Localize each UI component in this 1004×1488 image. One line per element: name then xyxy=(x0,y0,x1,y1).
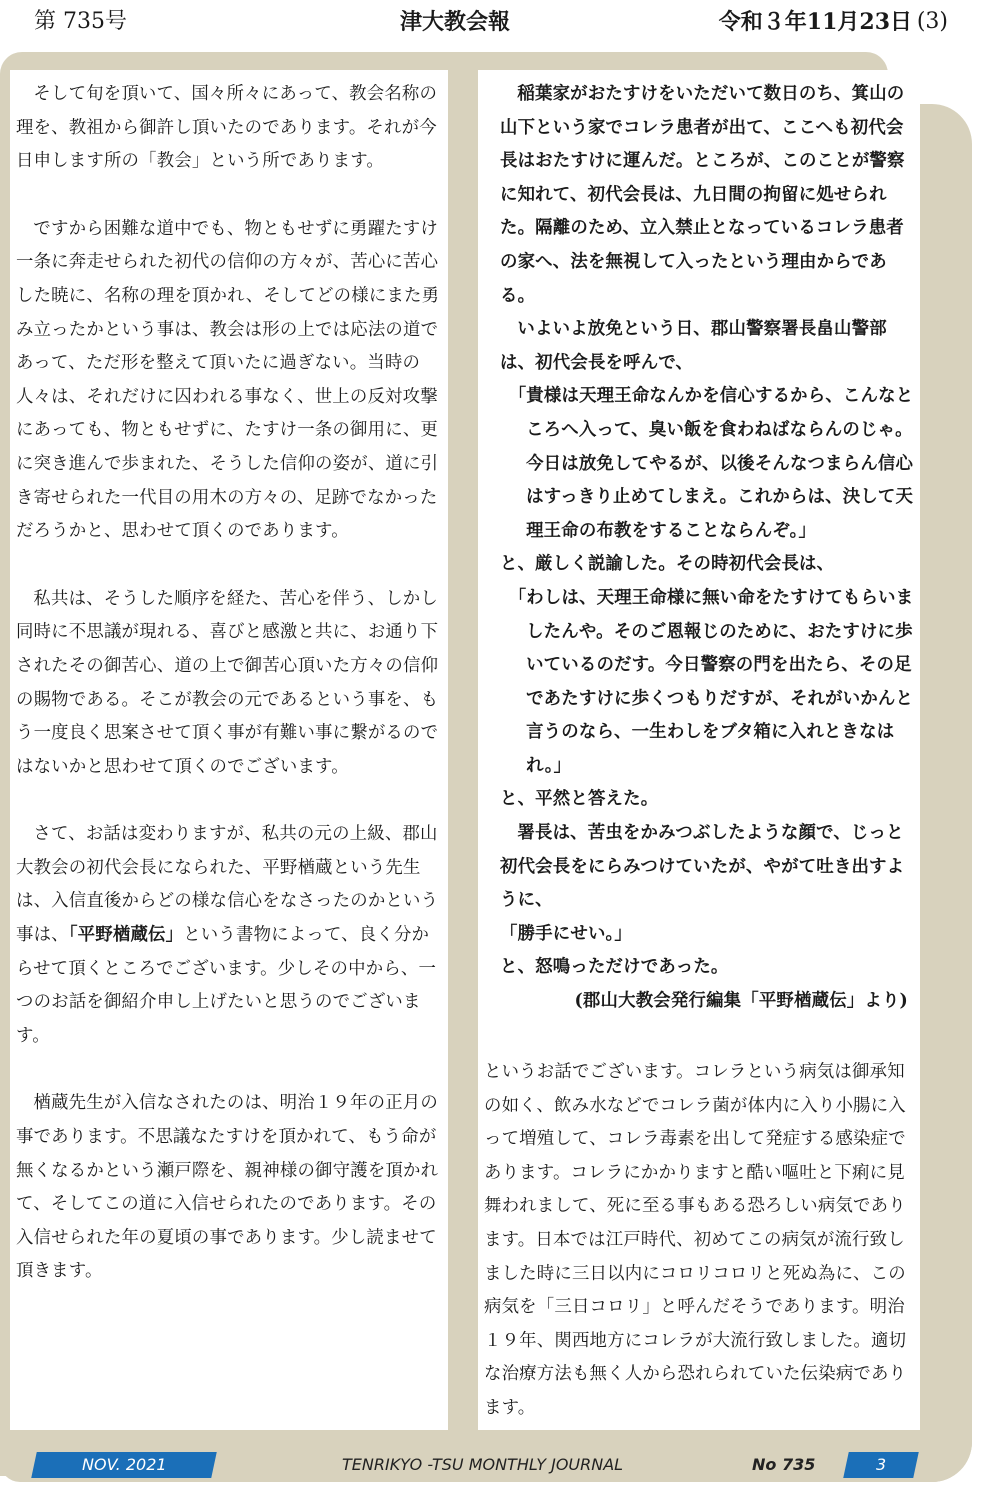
left-column xyxy=(16,78,446,1289)
right-column-body xyxy=(484,1056,920,1426)
quote-paragraph: と、怒鳴っただけであった。 xyxy=(500,957,729,978)
issue-date xyxy=(719,8,912,36)
footer-page-number: 3 xyxy=(875,1455,887,1474)
header-page-number: (3) xyxy=(916,9,948,34)
paragraph: というお話でございます。コレラという病気は御承知の如く、飲み水などでコレラ菌が体内に入り小腸に入って増殖して、コレラ毒素を出して発症する感染症であります。コレラにかかりますと酷い嘔吐と下痢に見舞われまして、死に至る事もある恐ろしい病気であります。日本では江戸時代、初めてこの病気が流行致しました時に三日以内にコロリコロリと死ぬ為に、この病気を「三日コロリ」と呼んだそうであります。明治１９年、関西地方にコレラが大流行致しました。適切な治療方法も無く人から恐れられていた伝染病であります。 xyxy=(484,1062,907,1418)
paragraph: そして旬を頂いて、国々所々にあって、教会名称の理を、教祖から御許し頂いたのであります。それが今日申します所の「教会」という所であります。 xyxy=(16,84,438,172)
paragraph xyxy=(16,818,446,1053)
quote-speech: 「貴様は天理王命なんかを信心するから、こんなところへ入って、臭い飯を食わねばならんのじゃ。今日は放免してやるが、以後そんなつまらん信心はすっきり止めてしまえ。これからは、決して天理王命の布教をすることならんぞ。」 xyxy=(508,386,914,541)
quote-paragraph: と、平然と答えた。 xyxy=(500,789,659,810)
footer-journal-name: TENRIKYO -TSU MONTHLY JOURNAL xyxy=(342,1455,624,1474)
paragraph: ですから困難な道中でも、物ともせずに勇躍たすけ一条に奔走せられた初代の信仰の方々が、苦心に苦心した暁に、名称の理を頂かれ、そしてどの様にまた勇み立ったかという事は、教会は形の上では応法の道であって、ただ形を整えて頂いたに過ぎない。当時の人々は、それだけに囚われる事なく、世上の反対攻撃にあっても、物ともせずに、たすけ一条の御用に、更に突き進んで歩まれた、そうした信仰の姿が、道に引き寄せられた一代目の用木の方々の、足跡でなかっただろうかと、思わせて頂くのであります。 xyxy=(16,218,440,542)
newsletter-title: 津大教会報 xyxy=(400,9,511,35)
right-column-quote xyxy=(500,78,920,1019)
book-title: 「平野楢蔵伝」 xyxy=(68,925,184,946)
footer-date: NOV. 2021 xyxy=(81,1455,167,1474)
paragraph-text: さて、お話は変わりますが、私共の元の上級、郡山大教会の初代会長になられた、平野楢蔵という先生は、入信直後からどの様な信心をなさったのかという事は、 xyxy=(16,824,439,946)
issue-date-text: 令和３年11月23日 xyxy=(718,9,912,35)
paragraph: 私共は、そうした順序を経た、苦心を伴う、しかし同時に不思議が現れる、喜びと感激と共に、お通り下されたその御苦心、道の上で御苦心頂いた方々の信仰の賜物である。そこが教会の元であるという事を、もう一度良く思案させて頂く事が有難い事に繋がるのではないかと思わせて頂くのでございます。 xyxy=(16,588,439,777)
footer-page-badge xyxy=(843,1452,919,1478)
quote-paragraph: 稲葉家がおたすけをいただいて数日のち、箕山の山下という家でコレラ患者が出て、ここへも初代会長はおたすけに運んだ。ところが、このことが警察に知れて、初代会長は、九日間の拘留に処せられた。隔離のため、立入禁止となっているコレラ患者の家へ、法を無視して入ったという理由からである。 xyxy=(500,84,905,306)
paragraph: 楢蔵先生が入信なされたのは、明治１９年の正月の事であります。不思議なたすけを頂かれて、もう命が無くなるかという瀬戸際を、親神様の御守護を頂かれて、そしてこの道に入信せられたのであります。その入信せられた年の夏頃の事であります。少し読ませて頂きます。 xyxy=(16,1093,439,1282)
footer-date-badge xyxy=(31,1452,217,1478)
quote-speech: 「勝手にせい。」 xyxy=(500,923,633,944)
quote-paragraph: 署長は、苦虫をかみつぶしたような顔で、じっと初代会長をにらみつけていたが、やがて吐き出すように、 xyxy=(500,823,905,911)
paragraph-text: という書物によって、良く分からせて頂くところでございます。少しその中から、一つのお話を御紹介申し上げたいと思うのでございます。 xyxy=(16,925,437,1046)
quote-source: (郡山大教会発行編集「平野楢蔵伝」より) xyxy=(574,991,908,1012)
quote-paragraph: と、厳しく説諭した。その時初代会長は、 xyxy=(500,554,835,575)
quote-speech: 「わしは、天理王命様に無い命をたすけてもらいましたんや。そのご恩報じのために、おたすけに歩いているのだす。今日警察の門を出たら、その足であたすけに歩くつもりだすが、それがいかんと言うのなら、一生わしをブタ箱に入れときなはれ。」 xyxy=(508,587,914,776)
quote-paragraph: いよいよ放免という日、郡山警察署長畠山警部は、初代会長を呼んで、 xyxy=(500,319,887,373)
issue-number: 第 735号 xyxy=(34,9,127,34)
footer-issue-number: No 735 xyxy=(752,1455,816,1474)
